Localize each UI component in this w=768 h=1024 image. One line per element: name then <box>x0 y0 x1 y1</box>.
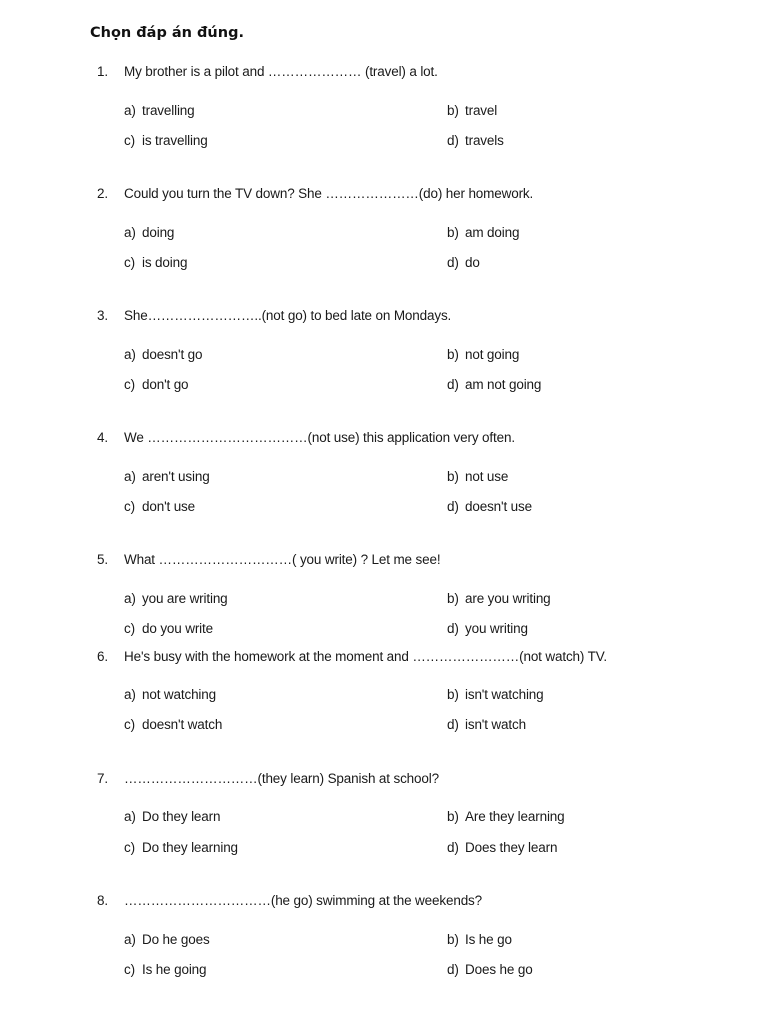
option-letter: d) <box>447 255 459 270</box>
option-text: Are they learning <box>465 809 565 824</box>
option-b[interactable] <box>447 932 512 947</box>
option-text: aren't using <box>142 469 210 484</box>
option-letter: b) <box>447 932 459 947</box>
option-letter: a) <box>124 347 136 362</box>
option-text: you writing <box>465 621 528 636</box>
option-b[interactable] <box>447 103 497 118</box>
option-text: Is he going <box>142 962 207 977</box>
option-text: travel <box>465 103 498 118</box>
option-b[interactable] <box>447 347 519 362</box>
question-number: 2. <box>97 186 108 201</box>
option-c[interactable] <box>124 962 206 977</box>
option-text: doesn't go <box>142 347 203 362</box>
option-letter: c) <box>124 962 135 977</box>
option-a[interactable] <box>124 591 228 606</box>
option-text: Is he go <box>465 932 512 947</box>
option-letter: c) <box>124 255 135 270</box>
option-letter: b) <box>447 809 459 824</box>
option-text: don't use <box>142 499 196 514</box>
option-letter: a) <box>124 687 136 702</box>
option-text: don't go <box>142 377 189 392</box>
option-text: Do they learning <box>142 840 238 855</box>
page-title: Chọn đáp án đúng. <box>90 25 244 41</box>
question-text: My brother is a pilot and ………………… (travel) a lot. <box>124 64 438 79</box>
option-text: am doing <box>465 225 520 240</box>
question-text: …………………………(they learn) Spanish at school? <box>124 771 439 786</box>
question-text: Could you turn the TV down? She …………………(do) her homework. <box>124 186 534 201</box>
option-c[interactable] <box>124 717 222 732</box>
option-c[interactable] <box>124 255 187 270</box>
option-a[interactable] <box>124 932 210 947</box>
option-d[interactable] <box>447 717 526 732</box>
question-text: She……………………..(not go) to bed late on Mondays. <box>124 308 452 323</box>
option-letter: b) <box>447 591 459 606</box>
option-text: do you write <box>142 621 213 636</box>
option-letter: d) <box>447 133 459 148</box>
question-text: ……………………………(he go) swimming at the weekends? <box>124 893 483 908</box>
question-text: What …………………………( you write) ? Let me see! <box>124 552 441 567</box>
option-text: Do they learn <box>142 809 221 824</box>
option-b[interactable] <box>447 809 565 824</box>
question-number: 5. <box>97 552 108 567</box>
option-c[interactable] <box>124 499 195 514</box>
question-number: 3. <box>97 308 108 323</box>
option-a[interactable] <box>124 687 216 702</box>
option-letter: d) <box>447 377 459 392</box>
option-letter: d) <box>447 621 459 636</box>
option-a[interactable] <box>124 347 202 362</box>
option-text: doesn't watch <box>142 717 223 732</box>
option-b[interactable] <box>447 469 508 484</box>
option-text: Does he go <box>465 962 533 977</box>
option-letter: a) <box>124 809 136 824</box>
option-b[interactable] <box>447 687 544 702</box>
option-a[interactable] <box>124 809 220 824</box>
option-c[interactable] <box>124 377 188 392</box>
option-text: not going <box>465 347 520 362</box>
option-c[interactable] <box>124 840 238 855</box>
option-text: are you writing <box>465 591 551 606</box>
option-text: doesn't use <box>465 499 532 514</box>
option-letter: a) <box>124 591 136 606</box>
option-text: is doing <box>142 255 188 270</box>
question-number: 7. <box>97 771 108 786</box>
option-letter: d) <box>447 717 459 732</box>
option-letter: a) <box>124 932 136 947</box>
option-text: not use <box>465 469 509 484</box>
option-d[interactable] <box>447 962 533 977</box>
option-text: you are writing <box>142 591 228 606</box>
option-text: do <box>465 255 480 270</box>
option-text: travels <box>465 133 504 148</box>
option-letter: d) <box>447 840 459 855</box>
option-letter: a) <box>124 225 136 240</box>
option-d[interactable] <box>447 377 541 392</box>
option-a[interactable] <box>124 225 174 240</box>
option-letter: c) <box>124 717 135 732</box>
option-text: isn't watching <box>465 687 544 702</box>
option-d[interactable] <box>447 255 480 270</box>
question-text: We ………………………………(not use) this application very often. <box>124 430 515 445</box>
option-text: am not going <box>465 377 542 392</box>
option-letter: c) <box>124 840 135 855</box>
option-letter: b) <box>447 347 459 362</box>
option-text: Does they learn <box>465 840 558 855</box>
question-number: 4. <box>97 430 108 445</box>
option-letter: b) <box>447 225 459 240</box>
option-letter: c) <box>124 499 135 514</box>
option-c[interactable] <box>124 133 208 148</box>
option-letter: b) <box>447 103 459 118</box>
option-letter: d) <box>447 499 459 514</box>
option-letter: c) <box>124 621 135 636</box>
question-number: 6. <box>97 649 108 664</box>
option-a[interactable] <box>124 469 210 484</box>
option-letter: b) <box>447 687 459 702</box>
question-text: He's busy with the homework at the moment and ……………………(not watch) TV. <box>124 649 607 664</box>
option-letter: a) <box>124 469 136 484</box>
option-c[interactable] <box>124 621 213 636</box>
option-letter: b) <box>447 469 459 484</box>
option-text: doing <box>142 225 175 240</box>
option-text: travelling <box>142 103 195 118</box>
option-letter: d) <box>447 962 459 977</box>
option-d[interactable] <box>447 840 557 855</box>
option-a[interactable] <box>124 103 195 118</box>
option-text: not watching <box>142 687 216 702</box>
option-b[interactable] <box>447 225 519 240</box>
option-letter: c) <box>124 133 135 148</box>
option-text: Do he goes <box>142 932 210 947</box>
option-d[interactable] <box>447 499 532 514</box>
option-letter: c) <box>124 377 135 392</box>
option-d[interactable] <box>447 133 504 148</box>
option-text: is travelling <box>142 133 208 148</box>
question-number: 1. <box>97 64 108 79</box>
option-d[interactable] <box>447 621 528 636</box>
option-text: isn't watch <box>465 717 526 732</box>
option-b[interactable] <box>447 591 551 606</box>
option-letter: a) <box>124 103 136 118</box>
question-number: 8. <box>97 893 108 908</box>
